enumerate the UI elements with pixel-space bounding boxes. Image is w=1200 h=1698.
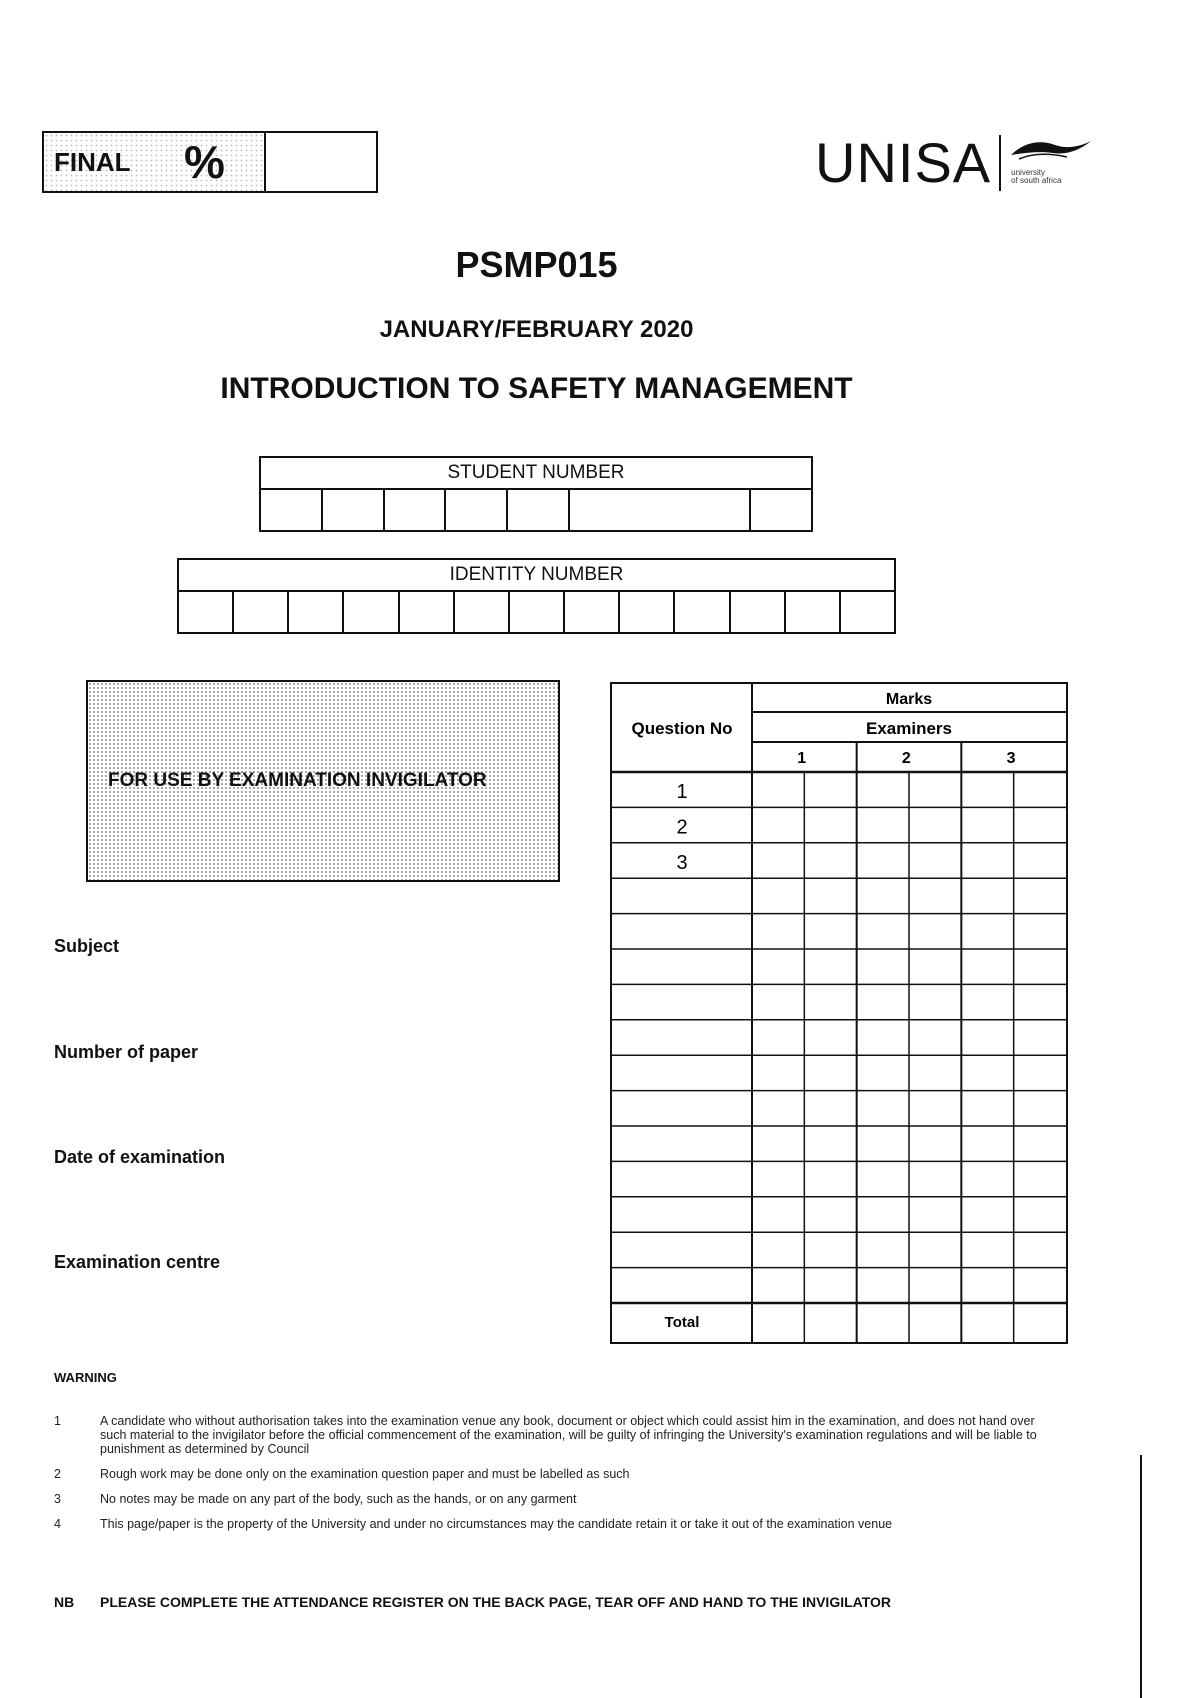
nb-label: NB [54,1594,75,1610]
final-label: FINAL [54,147,131,177]
nb-text: PLEASE COMPLETE THE ATTENDANCE REGISTER ON THE BACK PAGE, TEAR OFF AND HAND TO THE INVIGILATOR [100,1594,892,1610]
warning-item [54,1492,1064,1506]
identity-number-cell[interactable] [400,592,455,632]
percent-symbol: % [184,136,225,188]
identity-number-cell[interactable] [620,592,675,632]
identity-number-cell[interactable] [731,592,786,632]
course-code: PSMP015 [455,244,618,285]
exam-session: JANUARY/FEBRUARY 2020 [379,316,694,343]
nb-note [54,1594,891,1610]
logo-text: UNISA [815,131,992,194]
course-title: INTRODUCTION TO SAFETY MANAGEMENT [220,372,853,405]
warning-list [54,1414,1064,1542]
marks-table [610,682,1068,1344]
warning-item [54,1414,1064,1456]
logo-subtext: university of south africa [1011,167,1062,185]
margin-line [1140,1455,1142,1698]
identity-number-cells [179,592,894,632]
identity-number-cell[interactable] [675,592,730,632]
warning-item [54,1467,1064,1481]
bird-icon [1009,135,1093,165]
warning-item-text: A candidate who without authorisation takes into the examination venue any book, document or object which could assist him in the examination, and does not hand over such material to the invigilator before the official commencement of the examination, will be guilty of infringing the University's examination regulations and will be liable to punishment as determined by Council [100,1414,1037,1456]
examiner-number: 2 [901,750,911,767]
invigilator-box [86,680,560,882]
marks-header: Marks [885,691,933,708]
exam-centre-label: Examination centre [54,1252,221,1272]
identity-number-label: IDENTITY NUMBER [179,560,894,592]
question-number: 3 [676,851,688,874]
question-no-header: Question No [631,719,733,738]
warning-title: WARNING [54,1370,117,1385]
final-label-cell [44,133,266,191]
identity-number-cell[interactable] [455,592,510,632]
examiner-number: 3 [1006,750,1016,767]
student-number-cell[interactable] [508,490,570,530]
warning-item-text: This page/paper is the property of the University and under no circumstances may the candidate retain it or take it out of the examination venue [100,1517,893,1531]
identity-number-cell[interactable] [344,592,399,632]
student-number-cells [261,490,811,530]
identity-number-cell[interactable] [234,592,289,632]
identity-number-cell[interactable] [510,592,565,632]
identity-number-cell[interactable] [179,592,234,632]
warning-item-number: 4 [54,1517,61,1531]
identity-number-cell[interactable] [786,592,841,632]
question-number: 1 [676,781,688,803]
student-number-cell[interactable] [446,490,508,530]
student-number-cell[interactable] [323,490,385,530]
student-number-cell[interactable] [385,490,447,530]
student-number-box [259,456,813,532]
identity-number-box [177,558,896,634]
examiners-header: Examiners [866,719,952,738]
warning-item-number: 1 [54,1414,61,1428]
identity-number-cell[interactable] [565,592,620,632]
final-mark-input[interactable] [266,133,376,191]
warning-item-text: No notes may be made on any part of the body, such as the hands, or on any garment [100,1492,577,1506]
exam-date-label: Date of examination [54,1147,226,1167]
paper-number-label: Number of paper [54,1042,199,1062]
identity-number-cell[interactable] [841,592,894,632]
warning-item-number: 2 [54,1467,61,1481]
warning-item-text: Rough work may be done only on the examination question paper and must be labelled as such [100,1467,630,1481]
marks-grid [612,684,1066,1342]
identity-number-cell[interactable] [289,592,344,632]
unisa-logo [815,130,1093,195]
examiner-number: 1 [797,750,807,767]
final-mark-box [42,131,378,193]
subject-label: Subject [54,936,120,956]
student-number-cell[interactable] [751,490,811,530]
warning-item [54,1517,1064,1531]
logo-divider [999,135,1001,191]
total-label: Total [664,1314,700,1331]
student-number-cell[interactable] [261,490,323,530]
warning-item-number: 3 [54,1492,61,1506]
student-number-label: STUDENT NUMBER [261,458,811,490]
student-number-cell[interactable] [570,490,751,530]
question-number: 2 [676,816,688,839]
invigilator-label: FOR USE BY EXAMINATION INVIGILATOR [108,770,487,791]
logo-mark [1009,135,1093,191]
